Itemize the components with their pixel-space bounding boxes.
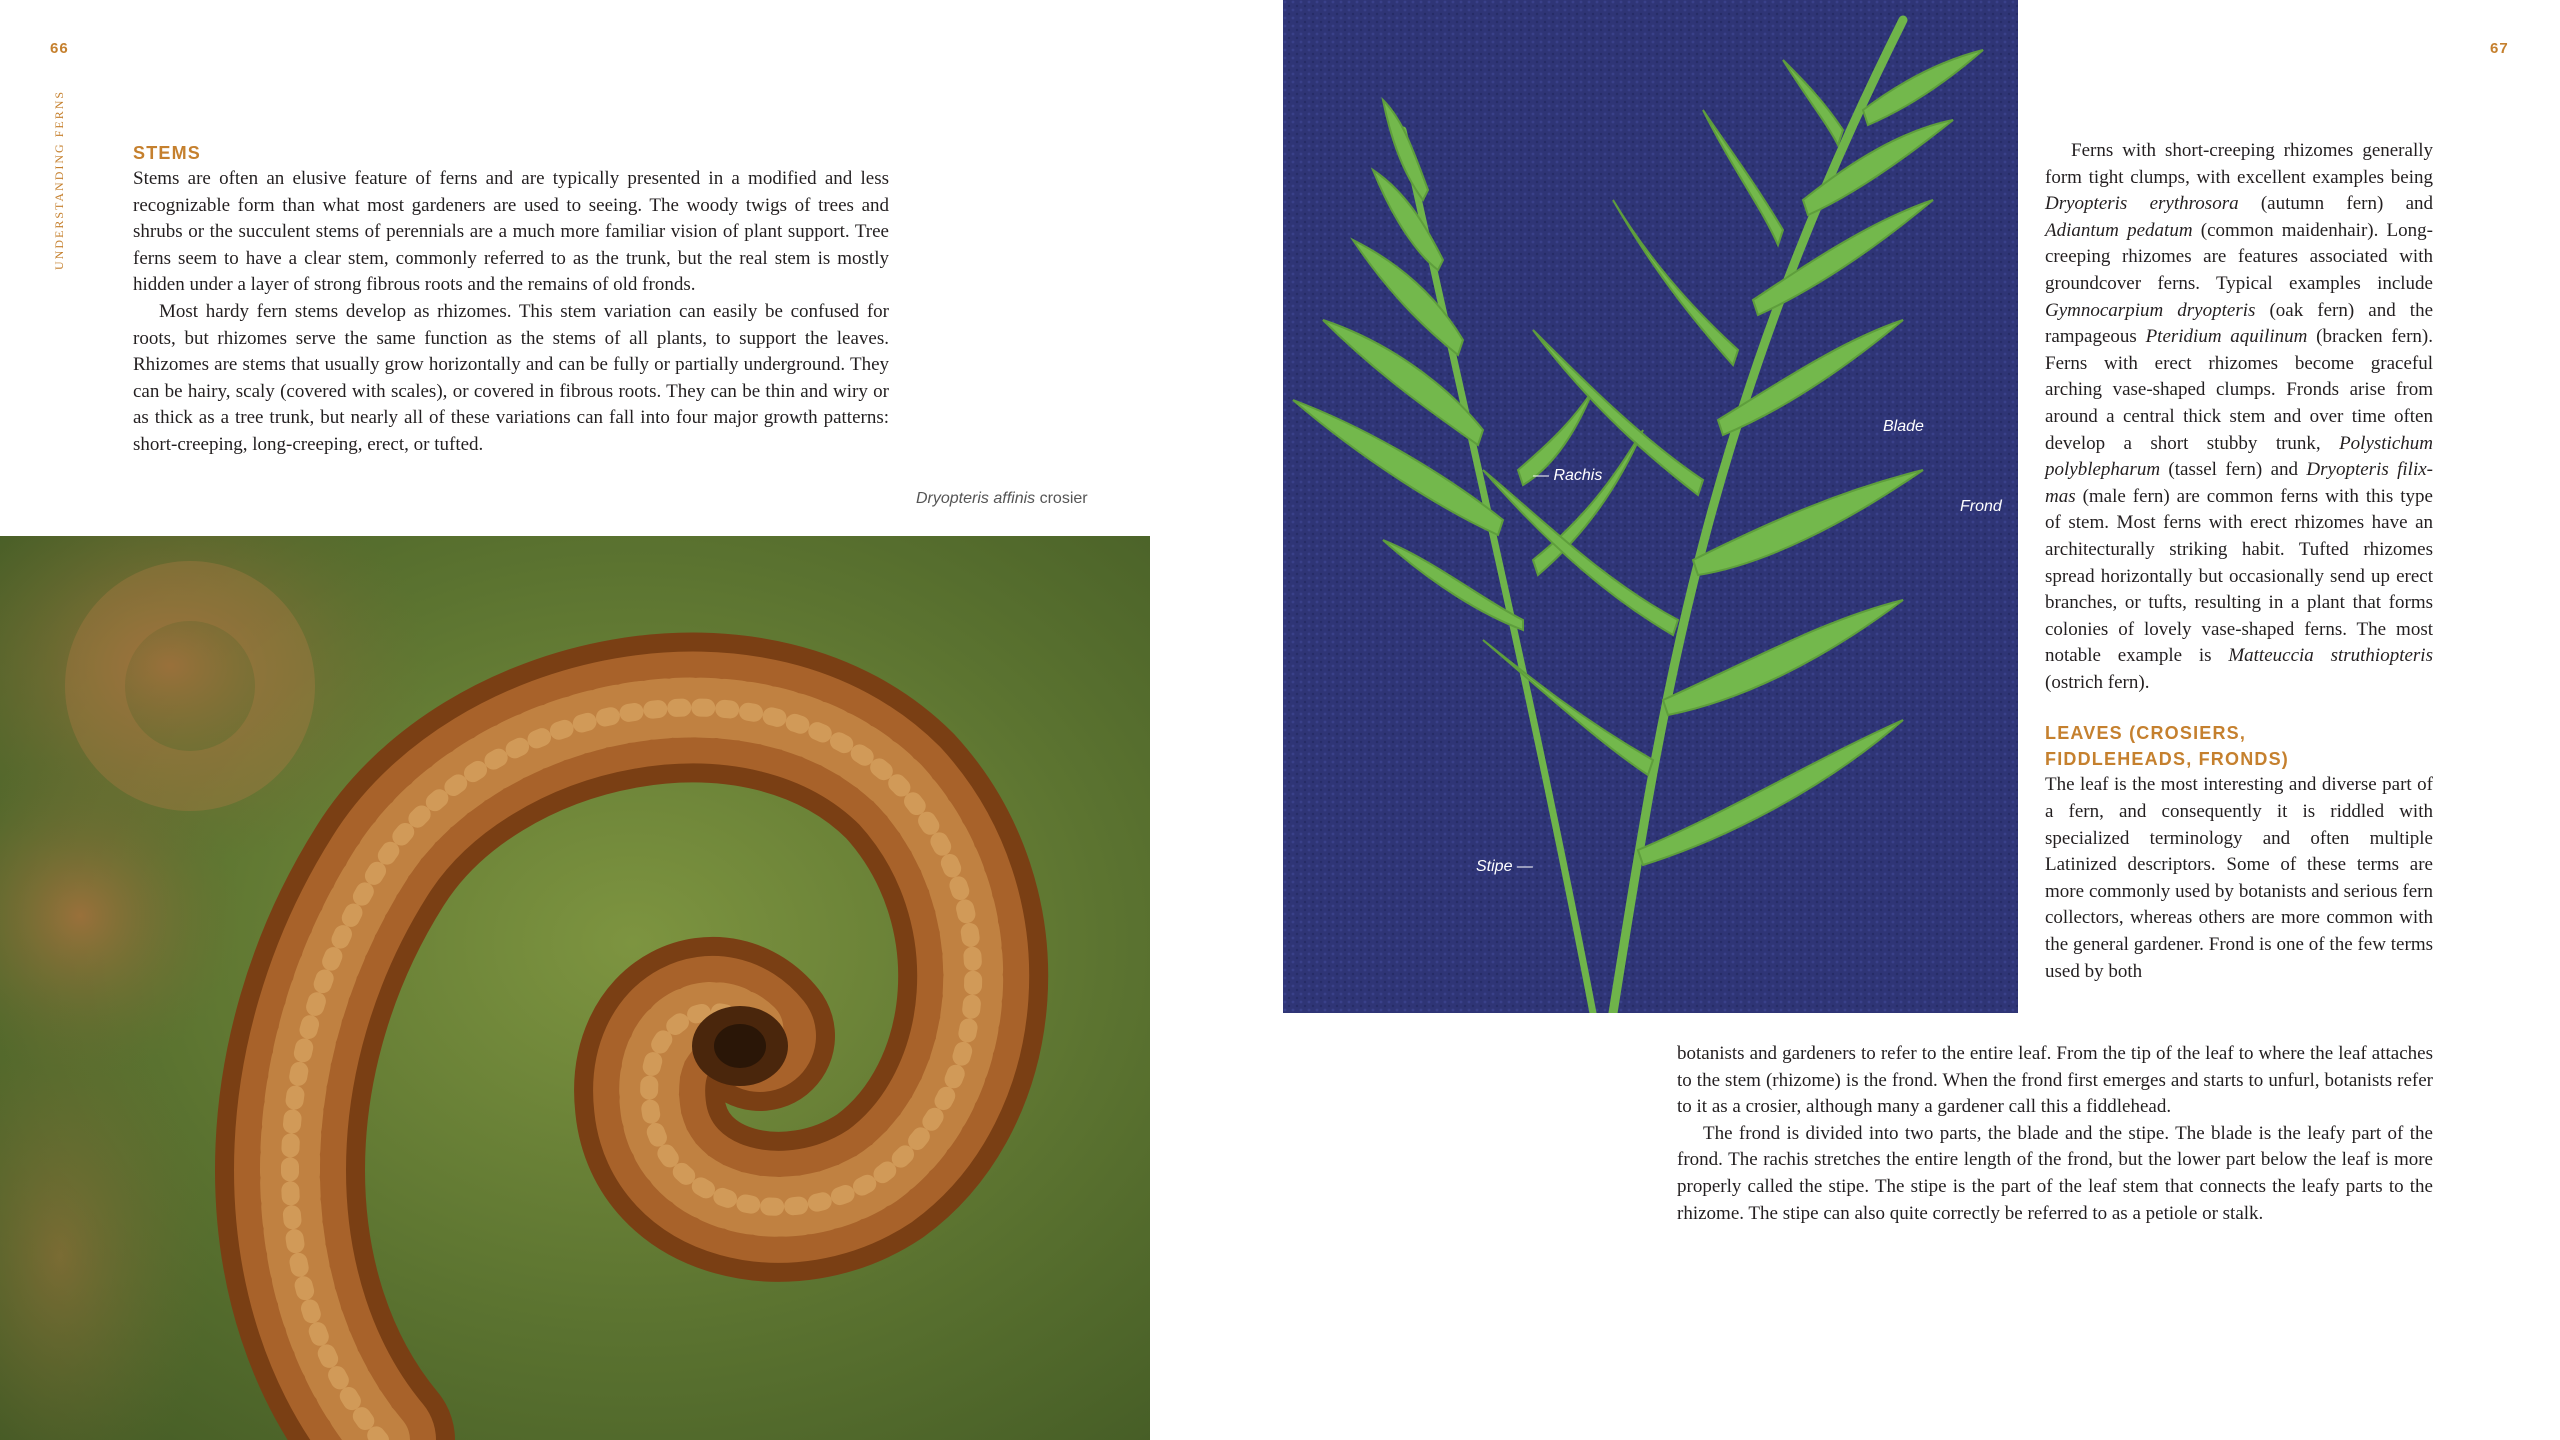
label-stipe: Stipe —: [1476, 858, 1533, 875]
stems-paragraph-2: Most hardy fern stems develop as rhizomes. This stem variation can easily be confused for roots, but rhizomes serve the same function as the stems of all plants, to support the leaves. Rhizomes are stems that usually grow horizontally and can be fully or partially underground. They can be hairy, scaly (covered with scales), or covered in fibrous roots. They can be thin and wiry or as thick as a tree trunk, but nearly all of these variations can fall into four major growth patterns: short-creeping, long-creeping, erect, or tufted.: [133, 300, 889, 455]
label-rachis: — Rachis: [1533, 467, 1603, 484]
leaves-paragraph: The leaf is the most interesting and diverse part of a fern, and consequently it is riddled with specialized terminology and often multiple Latinized descriptors. Some of these terms are more commonly used by botanists and serious fern collectors, whereas others are more common with the general gardener. Frond is one of the few terms used by both: [2045, 774, 2433, 982]
rhizomes-paragraph: Ferns with short-creeping rhizomes generally form tight clumps, with excellent examples being Dryopteris erythrosora (autumn fern) and Adiantum pedatum (common maidenhair). Long-creeping rhizomes are features associated with groundcover ferns. Typical examples include Gymnocarpium dryopteris (oak fern) and the rampageous Pteridium aquilinum (bracken fern). Ferns with erect rhizomes become graceful arching vase-shaped clumps. Fronds arise from around a central thick stem and over time often develop a short stubby trunk, Polystichum polyblepharum (tassel fern) and Dryopteris filix-mas (male fern) are common ferns with this type of stem. Most ferns with erect rhizomes have an architecturally striking habit. Tufted rhizomes spread horizontally but occasionally send up erect branches, or tufts, resulting in a plant that forms colonies of lovely vase-shaped ferns. The most notable example is Matteuccia struthiopteris (ostrich fern).: [2045, 140, 2433, 693]
label-frond: Frond: [1960, 498, 2002, 515]
running-head: UNDERSTANDING FERNS: [52, 89, 66, 270]
bottom-text-block: [1677, 1041, 2433, 1227]
frond-photo: [1283, 0, 2018, 1013]
label-blade: Blade: [1883, 418, 1924, 435]
frond-parts-paragraph: The frond is divided into two parts, the blade and the stipe. The blade is the leafy part of the frond. The rachis stretches the entire length of the frond, but the lower part below the leaf is more properly called the stipe. The stipe is the part of the leaf stem that connects the leafy parts to the rhizome. The stipe can also quite correctly be referred to as a petiole or stalk.: [1677, 1122, 2433, 1224]
crosier-caption-word: crosier: [1035, 490, 1088, 507]
page-number-right: 67: [2490, 40, 2509, 57]
crosier-caption-species: Dryopteris affinis: [916, 490, 1036, 507]
stems-heading: STEMS: [133, 143, 202, 163]
stems-paragraph-1: Stems are often an elusive feature of ferns and are typically presented in a modified and less recognizable form than what most gardeners are used to seeing. The woody twigs of trees and shrubs or the succulent stems of perennials are a much more familiar vision of plant support. Tree ferns seem to have a clear stem, commonly referred to as the trunk, but the real stem is mostly hidden under a layer of strong fibrous roots and the remains of old fronds.: [133, 168, 889, 296]
crosier-photo: [0, 536, 1150, 1440]
page-number-left: 66: [50, 40, 69, 57]
stems-body: [133, 166, 889, 459]
leaves-heading: LEAVES (CROSIERS, FIDDLEHEADS, FRONDS): [2045, 723, 2289, 770]
right-column: [2045, 138, 2433, 985]
stems-section: [133, 140, 889, 459]
crosier-caption: [916, 490, 1088, 508]
leaves-paragraph-continued: botanists and gardeners to refer to the entire leaf. From the tip of the leaf to where the leaf attaches to the stem (rhizome) is the frond. When the frond first emerges and starts to unfurl, botanists refer to it as a crosier, although many a gardener call this a fiddlehead.: [1677, 1043, 2433, 1118]
